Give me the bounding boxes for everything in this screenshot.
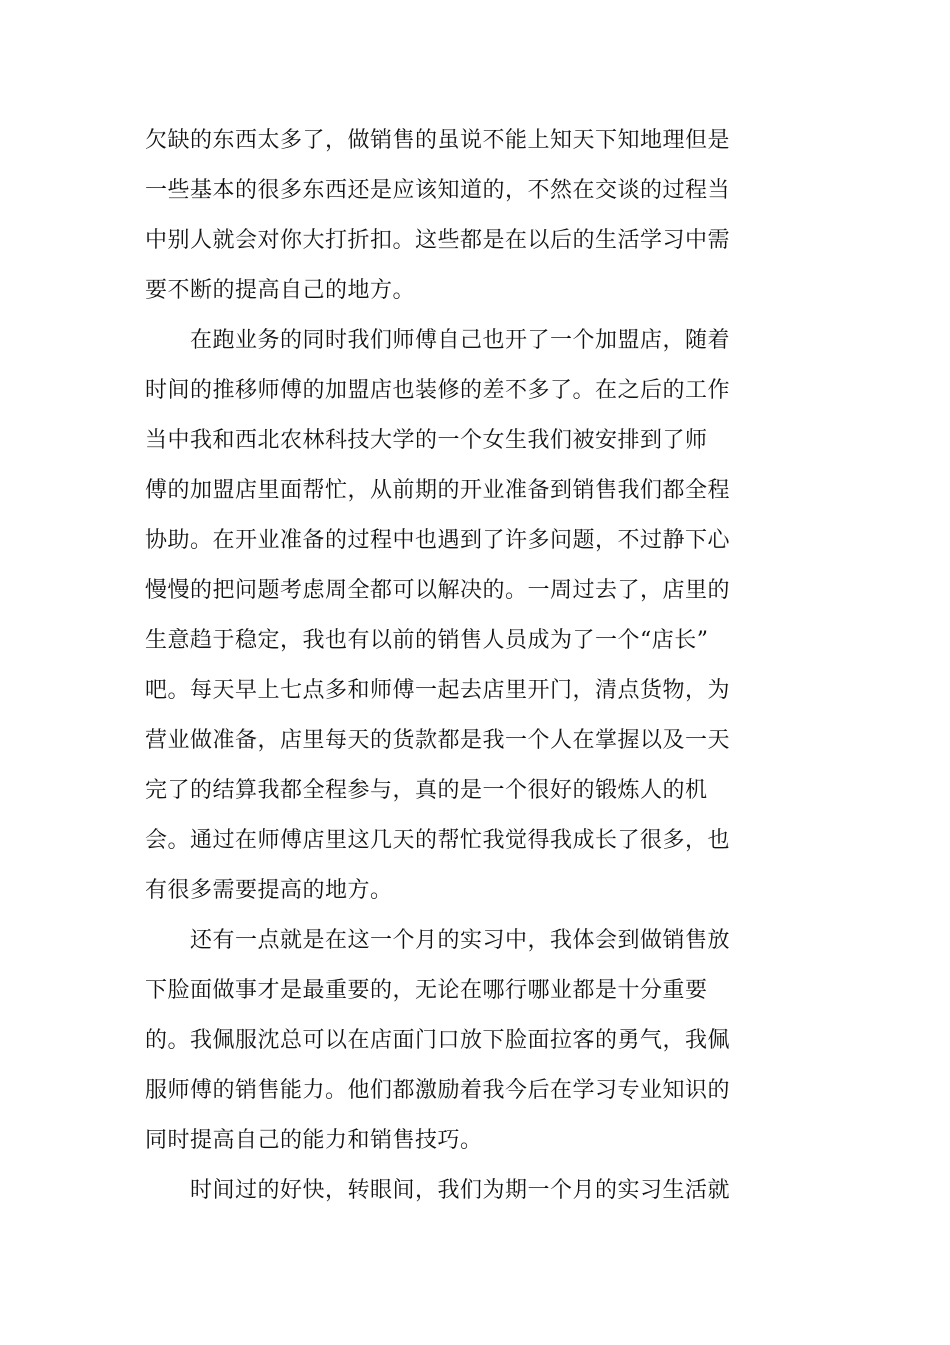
text-line: 还有一点就是在这一个月的实习中，我体会到做销售放 [145, 928, 731, 953]
text-line: 协助。在开业准备的过程中也遇到了许多问题，不过静下心 [145, 528, 731, 553]
text-line: 同时提高自己的能力和销售技巧。 [145, 1128, 483, 1153]
text-line: 会。通过在师傅店里这几天的帮忙我觉得我成长了很多，也 [145, 828, 731, 853]
text-line: 在跑业务的同时我们师傅自己也开了一个加盟店，随着 [145, 328, 731, 353]
text-line: 要不断的提高自己的地方。 [145, 278, 416, 303]
paragraph-3 [145, 916, 755, 1166]
text-line: 营业做准备，店里每天的货款都是我一个人在掌握以及一天 [145, 728, 731, 753]
text-line: 下脸面做事才是最重要的，无论在哪行哪业都是十分重要 [145, 978, 708, 1003]
text-line: 吧。每天早上七点多和师傅一起去店里开门，清点货物，为 [145, 678, 731, 703]
text-line: 生意趋于稳定，我也有以前的销售人员成为了一个“店长” [145, 628, 709, 653]
text-line: 傅的加盟店里面帮忙，从前期的开业准备到销售我们都全程 [145, 478, 731, 503]
text-line: 完了的结算我都全程参与，真的是一个很好的锻炼人的机 [145, 778, 708, 803]
paragraph-1 [145, 116, 755, 316]
text-line: 一些基本的很多东西还是应该知道的，不然在交谈的过程当 [145, 178, 731, 203]
text-line: 时间过的好快，转眼间，我们为期一个月的实习生活就 [145, 1178, 731, 1203]
text-line: 的。我佩服沈总可以在店面门口放下脸面拉客的勇气，我佩 [145, 1028, 731, 1053]
text-line: 中别人就会对你大打折扣。这些都是在以后的生活学习中需 [145, 228, 731, 253]
text-line: 服师傅的销售能力。他们都激励着我今后在学习专业知识的 [145, 1078, 731, 1103]
paragraph-4 [145, 1166, 755, 1216]
text-line: 欠缺的东西太多了，做销售的虽说不能上知天下知地理但是 [145, 128, 731, 153]
paragraph-2 [145, 316, 755, 916]
text-line: 时间的推移师傅的加盟店也装修的差不多了。在之后的工作 [145, 378, 731, 403]
text-line: 当中我和西北农林科技大学的一个女生我们被安排到了师 [145, 428, 708, 453]
text-line: 有很多需要提高的地方。 [145, 878, 393, 903]
text-line: 慢慢的把问题考虑周全都可以解决的。一周过去了，店里的 [145, 578, 731, 603]
